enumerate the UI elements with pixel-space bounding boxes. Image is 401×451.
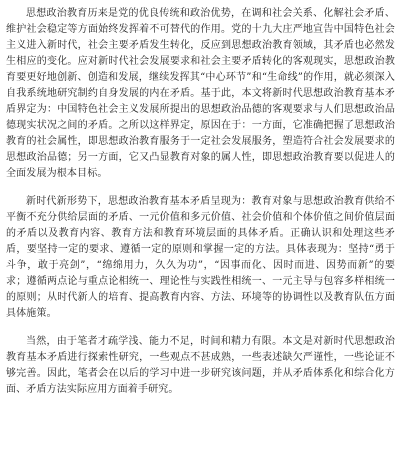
paragraph-conclusion: 当然，由于笔者才疏学浅、能力不足，时间和精力有限。本文是对新时代思想政治教育基本矛盾进行探索性研究，一些观点不甚成熟，一些表述缺欠严谨性，一些论证不够完善。因此，笔者会在以后的学习中进一步研究该问题，并从矛盾体系化和综合化方面、矛盾方法实际应用方面着手研究。 [6, 336, 395, 395]
paragraph-introduction: 思想政治教育历来是党的优良传统和政治优势，在调和社会关系、化解社会矛盾、维护社会稳定等方面始终发挥着不可替代的作用。党的十九大庄严地宣告中国特色社会主义进入新时代，社会主要矛盾发生转化，反应到思想政治教育领域，其矛盾也必然发生相应的变化。应对新时代社会发展要求和社会主要矛盾转化的客观现实，思想政治教育要更好地创新、创造和发展，继续发挥其“中心环节”和“生命线”的作用，就必须深入自我系统地研究制约自身发展的内在矛盾。基于此，本文将新时代思想政治教育基本矛盾界定为：中国特色社会主义发展所提出的思想政治品德的客观要求与人们思想政治品德现实状况之间的矛盾。之所以这样界定，原因在于：一方面，它准确把握了思想政治教育的社会属性，即思想政治教育服务于一定社会发展服务，塑造符合社会发展要求的思想政治品德；另一方面，它又凸显教育对象的属人性，即思想政治教育要以促进人的全面发展为根本目标。 [6, 8, 395, 179]
paragraph-contradictions: 新时代新形势下，思想政治教育基本矛盾呈现为：教育对象与思想政治教育供给不平衡不充分供给层面的矛盾、一元价值和多元价值、社会价值和个体价值之间价值层面的矛盾以及教育内容、教育方法和教育环境层面的具体矛盾。正确认识和处理这些矛盾，要坚持一定的要求、遵循一定的原则和掌握一定的方法。具体表现为：坚持“勇于斗争，敢于亮剑”，“绵绵用力，久久为功”，“因事而化、因时而进、因势而新”的要求；遵循两点论与重点论相统一、理论性与实践性相统一、一元主导与包容多样相统一的原则；从时代新人的培育、提高教育内容、方法、环境等的协调性以及教育队伍方面具体施策。 [6, 196, 395, 319]
